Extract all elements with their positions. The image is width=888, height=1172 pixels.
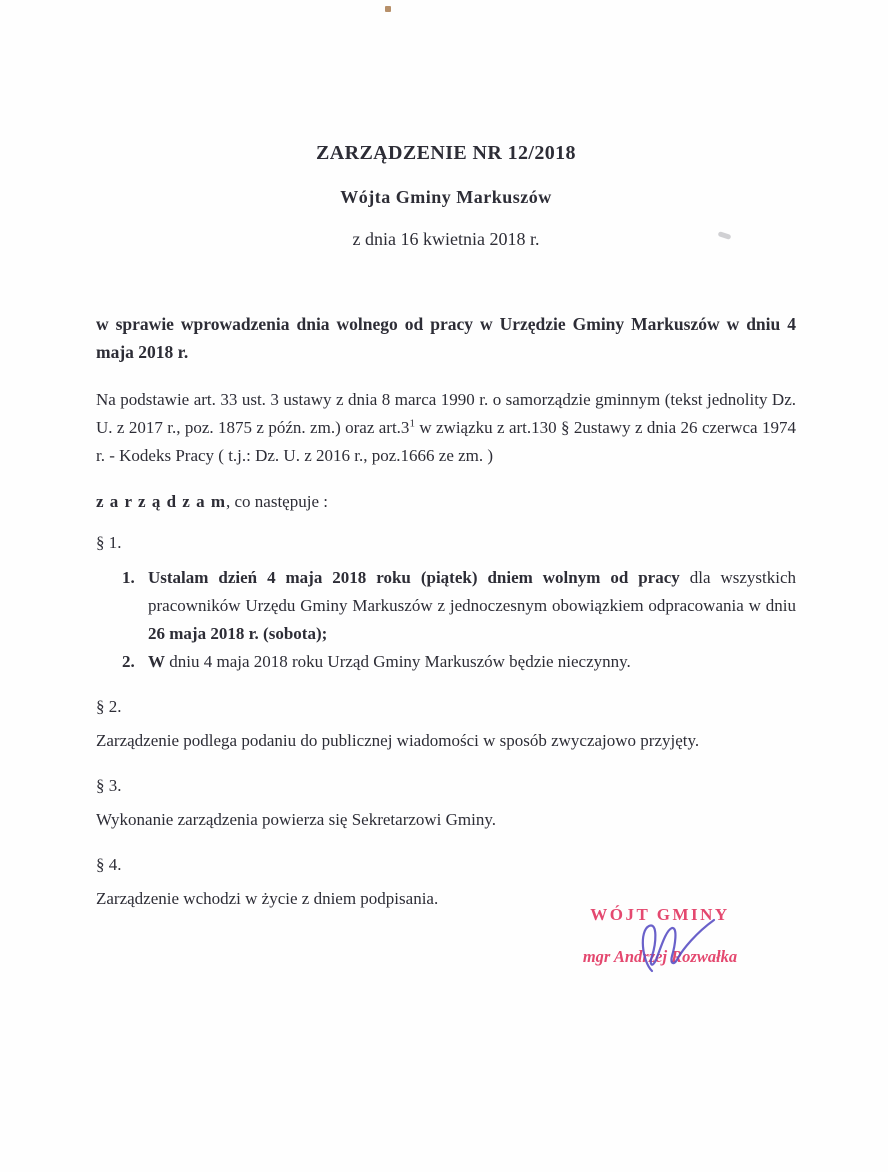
list-item-bold-end: 26 maja 2018 r. (sobota); (148, 624, 328, 643)
list-item-bold-start: Ustalam dzień 4 maja 2018 roku (piątek) dniem wolnym od pracy (148, 568, 680, 587)
section-3-text: Wykonanie zarządzenia powierza się Sekretarzowi Gminy. (96, 810, 497, 829)
legal-basis-part1: Na podstawie art. 33 ust. 3 ustawy z dnia 8 marca 1990 r. o samorządzie gminnym (tekst jednolity Dz. U. z 2017 r., poz. 1875 z późn. zm.) oraz art.3 (96, 390, 796, 437)
section-4-text: Zarządzenie wchodzi w życie z dniem podpisania. (96, 889, 439, 908)
stamp-title: WÓJT GMINY (590, 905, 730, 924)
section-1-list (96, 564, 796, 676)
legal-basis-footnote-mark: 1 (409, 417, 415, 430)
section-2-label: § 2. (96, 697, 122, 716)
section-1-label: § 1. (96, 533, 122, 552)
document-title: ZARZĄDZENIE NR 12/2018 (316, 142, 576, 164)
list-item-text (148, 648, 796, 676)
list-item-bold-start: W (148, 652, 165, 671)
order-declaration-line (96, 492, 796, 512)
legal-basis-part2: w związku z art.130 § 2ustawy z dnia 26 czerwca 1974 r. - Kodeks Pracy ( t.j.: Dz. U. z 2016 r., poz.1666 ze zm. ) (96, 418, 796, 465)
list-item-text (148, 564, 796, 648)
section-2-text: Zarządzenie podlega podaniu do publicznej wiadomości w sposób zwyczajowo przyjęty. (96, 731, 700, 750)
list-item (122, 648, 796, 676)
list-item-number: 1. (122, 568, 135, 587)
section-3-label: § 3. (96, 776, 122, 795)
mayor-stamp-block (560, 905, 760, 967)
legal-basis-paragraph (96, 386, 796, 470)
document-content (96, 0, 796, 913)
document-subtitle: Wójta Gminy Markuszów (340, 187, 552, 207)
list-item (122, 564, 796, 648)
document-date: z dnia 16 kwietnia 2018 r. (352, 229, 540, 249)
subject-line: w sprawie wprowadzenia dnia wolnego od pracy w Urzędzie Gminy Markuszów w dniu 4 maja 2018 r. (96, 314, 796, 362)
list-item-regular: dla wszystkich pracowników Urzędu Gminy Markuszów z jednoczesnym obowiązkiem odpracowania w dniu (148, 568, 796, 615)
section-4-label: § 4. (96, 855, 122, 874)
order-declaration-rest: , co następuje : (226, 492, 328, 511)
list-item-number: 2. (122, 652, 135, 671)
stamp-signatory-name: mgr Andrzej Rozwałka (582, 947, 738, 966)
list-item-regular: dniu 4 maja 2018 roku Urząd Gminy Markuszów będzie nieczynny. (165, 652, 631, 671)
order-declaration-bold: z a r z ą d z a m (96, 492, 226, 511)
